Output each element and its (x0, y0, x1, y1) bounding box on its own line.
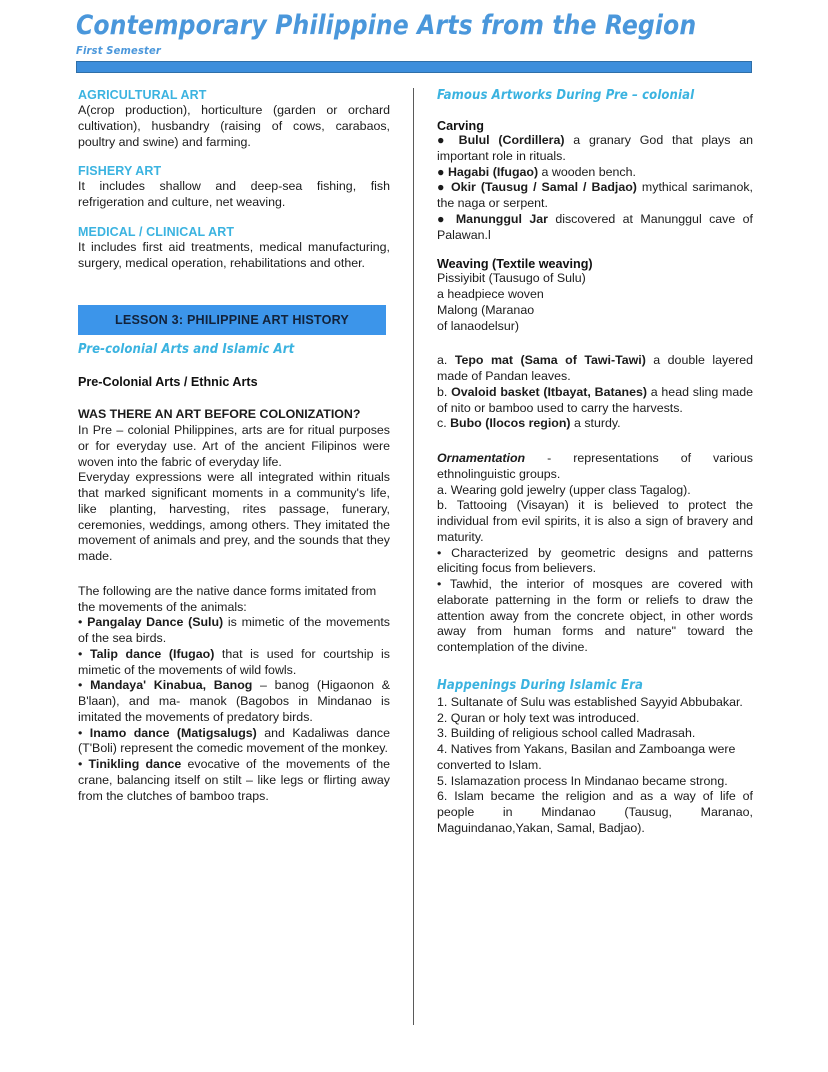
list-item-label: c. (437, 416, 447, 431)
ornamentation-text: - representations of various ethnolinguistic groups. (437, 451, 753, 481)
spacer (437, 334, 753, 353)
spacer (437, 432, 753, 451)
lesson-subtitle: Pre-colonial Arts and Islamic Art (78, 342, 295, 358)
list-item: b. Tattooing (Visayan) it is believed to protect the individual from evil spirits, it is also a sign of bravery and maturity. (437, 498, 753, 544)
bullet-icon: ● (437, 211, 449, 226)
question-heading: WAS THERE AN ART BEFORE COLONIZATION? (78, 407, 361, 422)
subheading-ethnic-arts: Pre-Colonial Arts / Ethnic Arts (78, 375, 258, 390)
bullet-icon: • (78, 615, 83, 630)
weaving-line: of lanaodelsur) (437, 318, 519, 333)
list-item-text: discovered at Manunggul cave of Palawan.l (437, 211, 753, 242)
list-item: 4. Natives from Yakans, Basilan and Zamboanga were converted to Islam. (437, 742, 736, 772)
document-header (76, 10, 752, 73)
subheading-carving: Carving (437, 119, 484, 133)
list-item (78, 647, 390, 679)
section-body-medical: It includes first aid treatments, medical manufacturing, surgery, medical operation, rehabilitations and other. (78, 239, 390, 270)
dance-intro: The following are the native dance forms imitated from the movements of the animals: (78, 583, 377, 614)
dance-list (78, 615, 390, 804)
carving-list (437, 133, 753, 243)
list-item-text: and Kadaliwas dance (T'Boli) represent the comedic movement of the monkey. (78, 725, 390, 756)
list-item (437, 133, 753, 165)
bullet-icon: • (78, 678, 83, 693)
page-subtitle: First Semester (76, 44, 161, 58)
list-item-term: Inamo dance (Matigsalugs) (89, 725, 257, 740)
list-item-text: that is used for courtship is mimetic of the movements of wild fowls. (78, 646, 390, 677)
section-heading-fishery: FISHERY ART (78, 164, 162, 179)
section-heading-islamic-era: Happenings During Islamic Era (437, 677, 643, 693)
page-title: Contemporary Philippine Arts from the Region (76, 10, 697, 41)
list-item-text: mythical sarimanok, the naga or serpent. (437, 180, 753, 210)
bullet-icon: ● (437, 164, 445, 179)
list-item-text: a granary God that plays an important role in rituals. (437, 133, 753, 163)
section-agricultural-art (78, 88, 390, 150)
list-item (437, 212, 753, 244)
list-item-text: evocative of the movements of the crane, balancing itself on stilt – like legs or flirting away from the clutches of bamboo traps. (78, 757, 390, 803)
list-item-term: Manunggul Jar (455, 211, 548, 226)
section-heading-medical: MEDICAL / CLINICAL ART (78, 224, 235, 239)
ornamentation-definition (437, 451, 753, 483)
list-item-term: Hagabi (Ifugao) (447, 164, 539, 179)
list-item-text: – banog (Higaonon & B'laan), and ma- manok (Bagobos in Mindanao is imitated the movements of predatory birds. (78, 678, 390, 724)
list-item-term: Mandaya' Kinabua, Banog (90, 678, 253, 693)
bullet-icon: • (78, 757, 83, 771)
spacer (78, 335, 390, 342)
list-item-term: Talip dance (Ifugao) (89, 646, 215, 661)
list-item-term: Okir (Tausug / Samal / Badjao) (451, 180, 637, 195)
list-item-term: Tinikling dance (88, 757, 182, 771)
weaving-line: Malong (Maranao (437, 302, 535, 317)
list-item: 1. Sultanate of Sulu was established Sayyid Abbubakar. (437, 694, 743, 709)
list-item: • Characterized by geometric designs and patterns eliciting focus from believers. (437, 545, 753, 576)
list-item (437, 353, 753, 385)
weaving-line: a headpiece woven (437, 287, 544, 301)
paragraph-precolonial-2: Everyday expressions were all integrated within rituals that marked significant moments in a community's life, like planting, harvesting, rites passage, funerary, ceremonies, weddings, among others. They imitated the movement of animals and prey, and the sounds that they made. (78, 470, 390, 563)
section-medical-art (78, 225, 390, 272)
list-item-text: a sturdy. (570, 416, 621, 431)
list-item-term: Ovaloid basket (Itbayat, Batanes) (451, 384, 647, 399)
spacer (78, 389, 390, 407)
paragraph-precolonial-1: In Pre – colonial Philippines, arts are for ritual purposes or for everyday use. Art of the ancient Filipinos were woven into the fabric of everyday life. (78, 423, 390, 469)
spacer (437, 656, 753, 678)
list-item-term: Bubo (Ilocos region) (450, 416, 571, 431)
list-item (437, 385, 753, 417)
list-item (78, 615, 390, 647)
list-item-text: a head sling made of nito or bamboo used to carry the harvests. (437, 384, 753, 415)
spacer (78, 359, 390, 375)
weaving-line: Pissiyibit (Tausugo of Sulu) (437, 271, 586, 286)
section-body-agricultural: A(crop production), horticulture (garden or orchard cultivation), husbandry (raising of cows, carabaos, poultry and swine) and farming. (78, 103, 390, 149)
left-column (78, 88, 390, 804)
section-body-fishery: It includes shallow and deep-sea fishing, fish refrigeration and culture, net weaving. (78, 179, 390, 209)
section-fishery-art (78, 164, 390, 211)
section-heading-agricultural: AGRICULTURAL ART (78, 88, 207, 102)
bullet-icon: • (78, 646, 83, 661)
list-item (437, 165, 753, 181)
list-item (437, 416, 753, 432)
spacer (437, 243, 753, 257)
column-divider (413, 88, 414, 1025)
lesson-banner (78, 305, 386, 335)
list-item-label: a. (437, 353, 448, 368)
list-item-text: a double layered made of Pandan leaves. (437, 353, 753, 383)
list-item (78, 726, 390, 758)
list-item: 2. Quran or holy text was introduced. (437, 710, 640, 725)
spacer (78, 271, 390, 305)
list-item-term: Tepo mat (Sama of Tawi-Tawi) (454, 353, 646, 368)
list-item (78, 678, 390, 725)
spacer (437, 105, 753, 119)
list-item-text: a wooden bench. (538, 164, 636, 179)
lesson-banner-label: LESSON 3: PHILIPPINE ART HISTORY (114, 313, 350, 328)
spacer (78, 565, 390, 584)
bullet-icon: • (78, 725, 83, 740)
list-item: 6. Islam became the religion and as a way of life of people in Mindanao (Tausug, Maranao, Maguindanao,Yakan, Samal, Badjao). (437, 789, 753, 835)
spacer (78, 150, 390, 164)
list-item-term: Bulul (Cordillera) (458, 133, 565, 147)
header-accent-bar (76, 61, 752, 73)
subheading-weaving: Weaving (Textile weaving) (437, 257, 593, 272)
bullet-icon: ● (437, 180, 447, 195)
list-item-label: b. (437, 384, 448, 399)
list-item (78, 757, 390, 804)
list-item (437, 180, 753, 212)
list-item: a. Wearing gold jewelry (upper class Tagalog). (437, 482, 691, 497)
ornamentation-term: Ornamentation (437, 451, 526, 465)
list-item: • Tawhid, the interior of mosques are covered with elaborate patterning in the form or reliefs to draw the attention away from the concrete object, in other words away from human forms and nature" toward the contemplation of the divine. (437, 577, 753, 654)
spacer (78, 211, 390, 225)
list-item: 3. Building of religious school called Madrasah. (437, 726, 696, 741)
right-column (437, 88, 753, 837)
section-heading-famous-artworks: Famous Artworks During Pre – colonial (437, 88, 695, 103)
list-item-text: is mimetic of the movements of the sea birds. (78, 615, 390, 645)
list-item-term: Pangalay Dance (Sulu) (87, 615, 224, 630)
weaving-item-list (437, 353, 753, 432)
bullet-icon: ● (437, 133, 450, 147)
list-item: 5. Islamazation process In Mindanao became strong. (437, 773, 728, 788)
